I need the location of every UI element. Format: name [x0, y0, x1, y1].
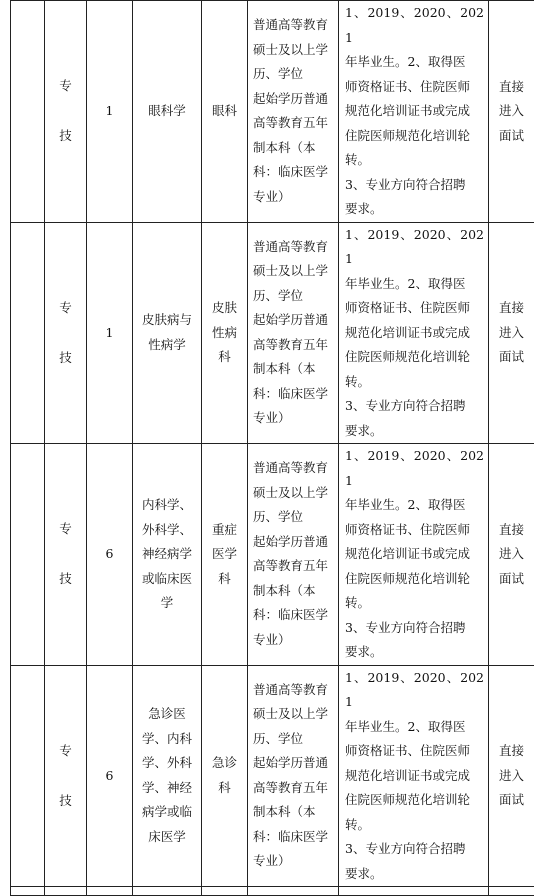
requirement-line: 1、2019、2020、2021 — [345, 1, 484, 50]
headcount-cell: 6 — [87, 444, 133, 666]
major-line: 学、神经 — [142, 776, 192, 801]
requirement-line: 1、2019、2020、2021 — [345, 223, 484, 272]
education-line: 科：临床医学 — [253, 382, 334, 407]
requirement-line: 师资格证书、住院医师 — [345, 518, 484, 543]
blank-cell — [11, 665, 45, 887]
method-line: 直接 — [499, 75, 524, 100]
department-cell — [202, 665, 248, 887]
blank-cell — [133, 887, 202, 896]
method-line: 进入 — [499, 99, 524, 124]
requirement-line: 规范化培训证书或完成 — [345, 321, 484, 346]
education-line: 历、学位 — [253, 727, 334, 752]
requirements-cell — [339, 444, 489, 666]
major-line: 外科学、 — [142, 518, 192, 543]
requirement-line: 3、专业方向符合招聘 — [345, 173, 484, 198]
table-row — [11, 222, 534, 444]
requirement-line: 转。 — [345, 813, 484, 838]
education-line: 历、学位 — [253, 505, 334, 530]
category-char: 专 — [59, 504, 72, 554]
education-line: 普通高等教育 — [253, 235, 334, 260]
requirement-line: 要求。 — [345, 640, 484, 665]
major-line: 内科学、 — [142, 493, 192, 518]
education-line: 硕士及以上学 — [253, 38, 334, 63]
department-cell: 眼科 — [202, 1, 248, 223]
method-line: 直接 — [499, 296, 524, 321]
major-line: 学、外科 — [142, 751, 192, 776]
blank-cell — [248, 887, 339, 896]
education-line: 高等教育五年 — [253, 554, 334, 579]
requirement-line: 要求。 — [345, 419, 484, 444]
category-char: 技 — [59, 111, 72, 161]
method-cell — [489, 665, 534, 887]
blank-cell — [202, 887, 248, 896]
method-line: 直接 — [499, 739, 524, 764]
requirement-line: 年毕业生。2、取得医 — [345, 715, 484, 740]
method-line: 面试 — [499, 345, 524, 370]
table-row — [11, 1, 534, 223]
blank-cell — [11, 887, 45, 896]
requirement-line: 师资格证书、住院医师 — [345, 75, 484, 100]
category-cell — [45, 222, 87, 444]
education-line: 高等教育五年 — [253, 776, 334, 801]
requirement-line: 3、专业方向符合招聘 — [345, 394, 484, 419]
method-cell — [489, 444, 534, 666]
headcount-cell: 6 — [87, 665, 133, 887]
major-cell — [133, 665, 202, 887]
requirement-line: 规范化培训证书或完成 — [345, 542, 484, 567]
method-line: 面试 — [499, 124, 524, 149]
department-line: 科 — [218, 345, 231, 370]
table-row — [11, 665, 534, 887]
department-cell — [202, 444, 248, 666]
education-line: 专业） — [253, 406, 334, 431]
major-line: 皮肤病与 — [142, 308, 192, 333]
requirement-line: 转。 — [345, 148, 484, 173]
major-line: 神经病学 — [142, 542, 192, 567]
education-line: 科：临床医学 — [253, 160, 334, 185]
requirements-cell — [339, 665, 489, 887]
education-line: 制本科（本 — [253, 136, 334, 161]
requirement-line: 住院医师规范化培训轮 — [345, 567, 484, 592]
table-row-partial — [11, 887, 534, 896]
method-line: 面试 — [499, 567, 524, 592]
method-cell — [489, 1, 534, 223]
education-line: 普通高等教育 — [253, 678, 334, 703]
major-line: 学、内科 — [142, 727, 192, 752]
category-char: 技 — [59, 776, 72, 826]
department-line: 皮肤 — [212, 296, 237, 321]
education-line: 高等教育五年 — [253, 111, 334, 136]
education-line: 硕士及以上学 — [253, 702, 334, 727]
requirements-cell — [339, 1, 489, 223]
education-line: 专业） — [253, 185, 334, 210]
education-line: 起始学历普通 — [253, 308, 334, 333]
blank-cell — [339, 887, 489, 896]
requirement-line: 1、2019、2020、2021 — [345, 444, 484, 493]
method-line: 面试 — [499, 788, 524, 813]
requirement-line: 师资格证书、住院医师 — [345, 296, 484, 321]
education-cell — [248, 1, 339, 223]
major-line: 床医学 — [148, 825, 186, 850]
method-cell — [489, 222, 534, 444]
major-cell — [133, 444, 202, 666]
major-line: 性病学 — [148, 333, 186, 358]
education-line: 制本科（本 — [253, 579, 334, 604]
category-char: 专 — [59, 283, 72, 333]
department-line: 科 — [218, 567, 231, 592]
major-line: 急诊医 — [148, 702, 186, 727]
department-line: 性病 — [212, 321, 237, 346]
education-cell — [248, 444, 339, 666]
education-line: 专业） — [253, 628, 334, 653]
education-line: 制本科（本 — [253, 357, 334, 382]
blank-cell — [489, 887, 534, 896]
requirement-line: 年毕业生。2、取得医 — [345, 272, 484, 297]
education-line: 普通高等教育 — [253, 456, 334, 481]
education-line: 硕士及以上学 — [253, 481, 334, 506]
major-cell — [133, 222, 202, 444]
department-line: 重症 — [212, 518, 237, 543]
requirement-line: 师资格证书、住院医师 — [345, 739, 484, 764]
education-line: 硕士及以上学 — [253, 259, 334, 284]
method-line: 进入 — [499, 542, 524, 567]
requirement-line: 要求。 — [345, 197, 484, 222]
requirement-line: 年毕业生。2、取得医 — [345, 50, 484, 75]
method-line: 进入 — [499, 321, 524, 346]
requirement-line: 住院医师规范化培训轮 — [345, 345, 484, 370]
major-cell: 眼科学 — [133, 1, 202, 223]
requirement-line: 转。 — [345, 370, 484, 395]
requirement-line: 转。 — [345, 591, 484, 616]
education-line: 普通高等教育 — [253, 13, 334, 38]
blank-cell — [45, 887, 87, 896]
education-line: 起始学历普通 — [253, 87, 334, 112]
department-line: 医学 — [212, 542, 237, 567]
method-line: 进入 — [499, 764, 524, 789]
education-line: 历、学位 — [253, 284, 334, 309]
requirement-line: 3、专业方向符合招聘 — [345, 837, 484, 862]
major-line: 学 — [161, 591, 174, 616]
category-char: 专 — [59, 61, 72, 111]
education-line: 科：临床医学 — [253, 603, 334, 628]
category-char: 专 — [59, 726, 72, 776]
education-line: 科：临床医学 — [253, 825, 334, 850]
education-cell — [248, 222, 339, 444]
category-char: 技 — [59, 333, 72, 383]
education-line: 制本科（本 — [253, 800, 334, 825]
blank-cell — [11, 1, 45, 223]
education-cell — [248, 665, 339, 887]
category-cell — [45, 1, 87, 223]
recruitment-table — [10, 0, 534, 896]
category-cell — [45, 444, 87, 666]
category-char: 技 — [59, 554, 72, 604]
department-line: 科 — [218, 776, 231, 801]
department-line: 急诊 — [212, 751, 237, 776]
department-cell — [202, 222, 248, 444]
requirement-line: 要求。 — [345, 862, 484, 887]
table-row — [11, 444, 534, 666]
blank-cell — [11, 444, 45, 666]
major-line: 或临床医 — [142, 567, 192, 592]
requirement-line: 住院医师规范化培训轮 — [345, 788, 484, 813]
requirement-line: 3、专业方向符合招聘 — [345, 616, 484, 641]
education-line: 高等教育五年 — [253, 333, 334, 358]
education-line: 起始学历普通 — [253, 751, 334, 776]
requirement-line: 年毕业生。2、取得医 — [345, 493, 484, 518]
category-cell — [45, 665, 87, 887]
blank-cell — [11, 222, 45, 444]
method-line: 直接 — [499, 518, 524, 543]
major-line: 病学或临 — [142, 800, 192, 825]
blank-cell — [87, 887, 133, 896]
education-line: 起始学历普通 — [253, 530, 334, 555]
headcount-cell: 1 — [87, 1, 133, 223]
requirement-line: 规范化培训证书或完成 — [345, 764, 484, 789]
education-line: 专业） — [253, 849, 334, 874]
requirement-line: 规范化培训证书或完成 — [345, 99, 484, 124]
headcount-cell: 1 — [87, 222, 133, 444]
requirement-line: 住院医师规范化培训轮 — [345, 124, 484, 149]
education-line: 历、学位 — [253, 62, 334, 87]
requirement-line: 1、2019、2020、2021 — [345, 666, 484, 715]
requirements-cell — [339, 222, 489, 444]
